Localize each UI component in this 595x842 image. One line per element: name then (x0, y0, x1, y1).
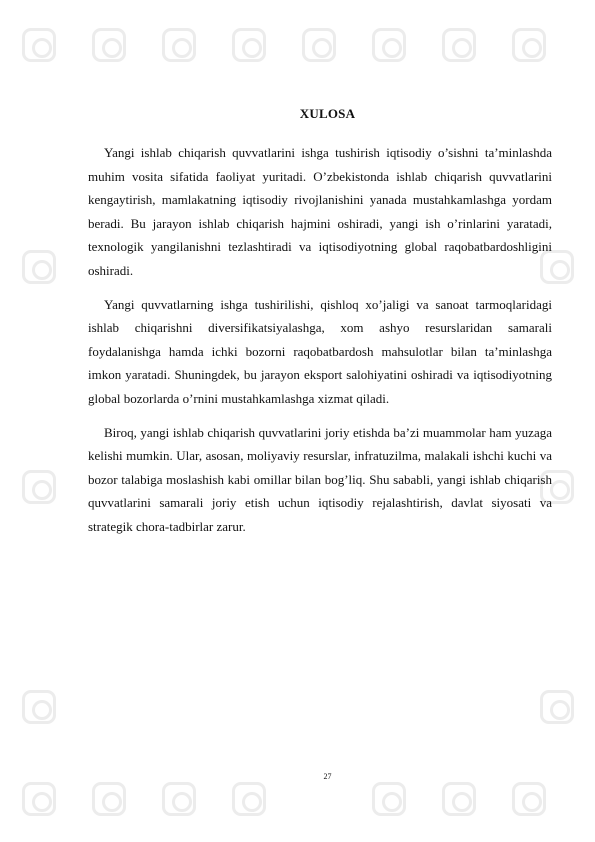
paragraph-3: Biroq, yangi ishlab chiqarish quvvatlarini joriy etishda ba’zi muammolar ham yuzaga kelishi mumkin. Ular, asosan, moliyaviy resurslar, infratuzilma, malakali ishchi kuchi va bozor talabiga moslashish kabi omillar bilan bog’liq. Shu sababli, yangi ishlab chiqarish quvvatlarini samarali joriy etish uchun iqtisodiy rejalashtirish, davlat siyosati va strategik chora-tadbirlar zarur. (88, 424, 552, 534)
page-number: 27 (323, 772, 332, 781)
paragraph-1: Yangi ishlab chiqarish quvvatlarini ishga tushirish iqtisodiy o’sishni ta’minlashda muhim vosita sifatida faoliyat yuritadi. O’zbekistonda ishlab chiqarish quvvatlarini kengaytirish, mamlakatning iqtisodiy rivojlanishini yanada mustahkamlashga yordam beradi. Bu jarayon ishlab chiqarish hajmini oshiradi, yangi ish o’rinlarini yaratadi, texnologik yangilanishni tezlashtiradi va iqtisodiyotning global raqobatbardoshligini oshiradi. (88, 145, 552, 278)
paragraph-2: Yangi quvvatlarning ishga tushirilishi, qishloq xo’jaligi va sanoat tarmoqlaridagi ishlab chiqarishni diversifikatsiyalashga, xom ashyo resurslaridan samarali foydalanishga hamda ichki bozorni raqobatbardosh mahsulotlar bilan ta’minlashga imkon yaratadi. Shuningdek, bu jarayon eksport salohiyatini oshiradi va iqtisodiyotning global bozorlarda o’rnini mustahkamlashga xizmat qiladi. (88, 296, 552, 406)
document-body (88, 141, 552, 549)
page-title: XULOSA (299, 106, 356, 121)
